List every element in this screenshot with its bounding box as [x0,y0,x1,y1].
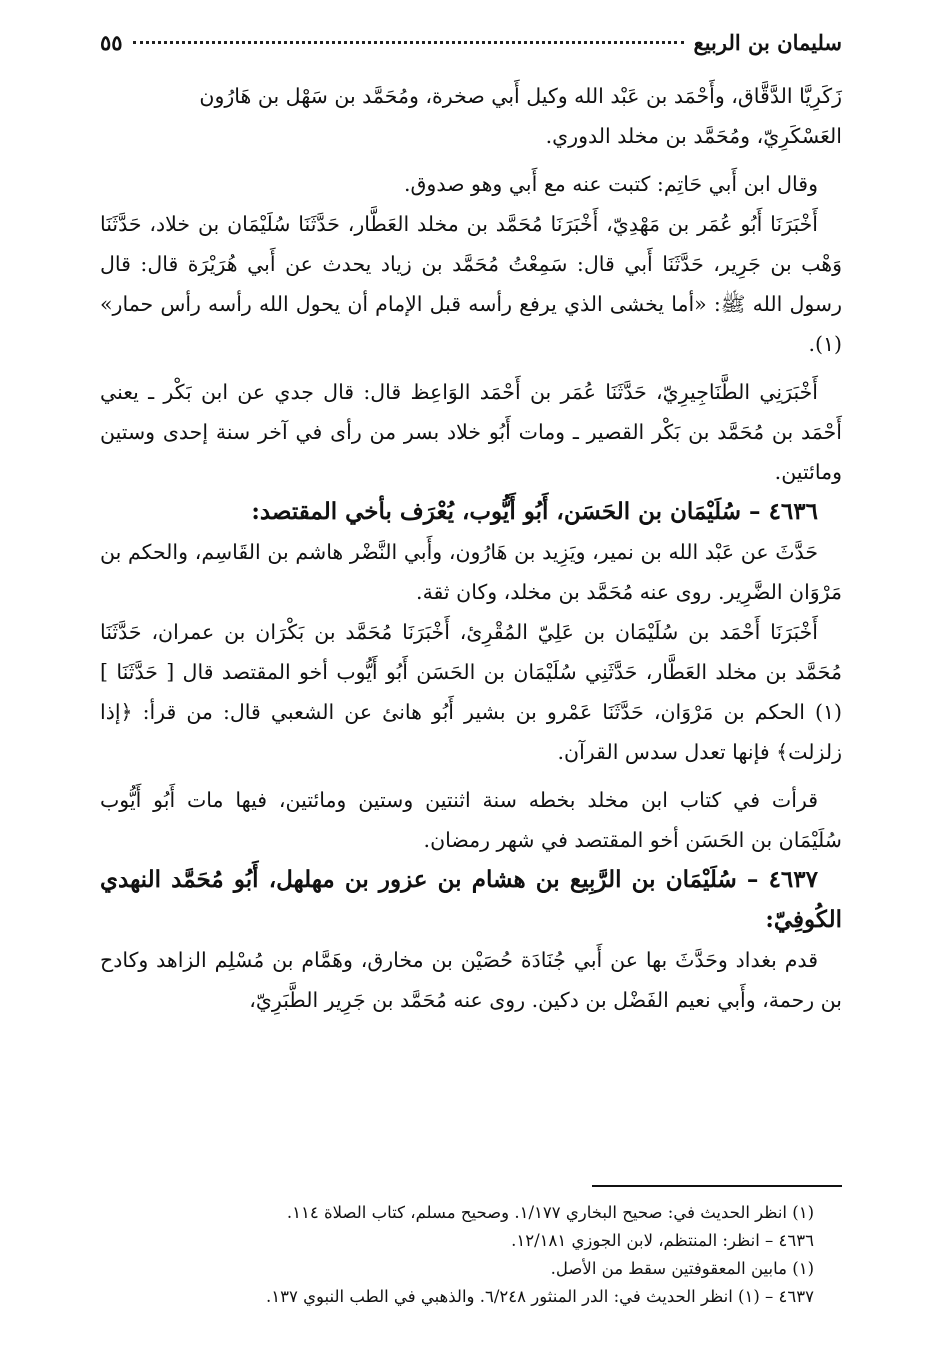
paragraph-3: أَخْبَرَنَا أَبُو عُمَر بن مَهْدِيّ، أَخْبَرَنَا مُحَمَّد بن مخلد العَطَّار، حَدَّثَنَا سُلَيْمَان بن خلاد، حَدَّثَنَا وَهْب بن جَرِير، حَدَّثَنَا أَبي قال: سَمِعْتُ مُحَمَّد بن زياد يحدث عن أَبي هُرَيْرَة قال: قال رسول الله ﷺ: «أما يخشى الذي يرفع رأسه قبل الإمام أن يحول الله رأسه رأس حمار» (١). [100,212,842,356]
page-header [100,30,842,76]
footnote-separator [592,1185,842,1187]
paragraph-5: حَدَّثَ عن عَبْد الله بن نمير، ويَزِيد بن هَارُون، وأَبي النَّضْر هاشم بن القَاسِم، والحكم بن مَرْوَان الضَّرِير. روى عنه مُحَمَّد بن مخلد، وكان ثقة. [100,540,842,604]
entry-heading-4637: ٤٦٣٧ – سُلَيْمَان بن الرَّبِيع بن هشام بن عزور بن مهلهل، أَبُو مُحَمَّد النهدي الكُوفِيّ: [100,866,842,933]
paragraph-1-line-2: العَسْكَرِيّ، ومُحَمَّد بن مخلد الدوري. [545,124,842,148]
paragraph-7: قرأت في كتاب ابن مخلد بخطه سنة اثنتين وستين ومائتين، فيها مات أَبُو أَيُّوب سُلَيْمَان بن الحَسَن أخو المقتصد في شهر رمضان. [100,788,842,852]
footnote-2: ٤٦٣٦ – انظر: المنتظم، لابن الجوزي ١٢/١٨١. [511,1231,814,1250]
entry-heading-4636: ٤٦٣٦ – سُلَيْمَان بن الحَسَن، أَبُو أَيُّوب، يُعْرَف بأخي المقتصد: [251,498,818,525]
paragraph-6: أَخْبَرَنَا أَحْمَد بن سُلَيْمَان بن عَلِيّ المُقْرِئ، أَخْبَرَنَا مُحَمَّد بن بَكْرَان بن عمران، حَدَّثَنَا مُحَمَّد بن مخلد العَطَّار، حَدَّثَنِي سُلَيْمَان بن الحَسَن أَبُو أَيُّوب أخو المقتصد قال [ حَدَّثَنَا ] (١) الحكم بن مَرْوَان، حَدَّثَنَا عَمْرو بن بشير أَبُو هانئ عن الشعبي قال: من قرأ: ﴿إذا زلزلت﴾ فإنها تعدل سدس القرآن. [100,620,842,764]
paragraph-8: قدم بغداد وحَدَّثَ بها عن أَبي جُنَادَة حُصَيْن بن مخارق، وهَمَّام بن مُسْلِم الزاهد وكادح بن رحمة، وأَبي نعيم الفَضْل بن دكين. روى عنه مُحَمَّد بن جَرِير الطَّبَرِيّ، [100,948,842,1012]
footnotes [100,1185,842,1311]
footnote-4: ٤٦٣٧ – (١) انظر الحديث في: الدر المنثور ٦/٢٤٨. والذهبي في الطب النبوي ١٣٧. [266,1287,814,1306]
page-number: ٥٥ [100,30,123,55]
header-leader-dots [133,41,684,44]
footnote-1: (١) انظر الحديث في: صحيح البخاري ١/١٧٧. وصحيح مسلم، كتاب الصلاة ١١٤. [286,1203,814,1222]
paragraph-4: أَخْبَرَنِي الطَّنَاجِيرِيّ، حَدَّثَنَا عُمَر بن أَحْمَد الوَاعِظ قال: قال جدي عن ابن بَكْر ـ يعني أَحْمَد بن مُحَمَّد بن بَكْر القصير ـ ومات أَبُو خلاد بسر من رأى في آخر سنة إحدى وستين ومائتين. [100,380,842,484]
paragraph-1-line-1: زَكَرِيَّا الدَّقَّاق، وأَحْمَد بن عَبْد الله وكيل أَبي صخرة، ومُحَمَّد بن سَهْل بن هَارُون [199,84,842,108]
footnote-3: (١) مابين المعقوفتين سقط من الأصل. [550,1259,814,1278]
page-body [100,76,842,1020]
running-title: سليمان بن الربيع [693,30,842,55]
paragraph-2: وقال ابن أَبي حَاتِم: كتبت عنه مع أَبي وهو صدوق. [404,172,818,196]
